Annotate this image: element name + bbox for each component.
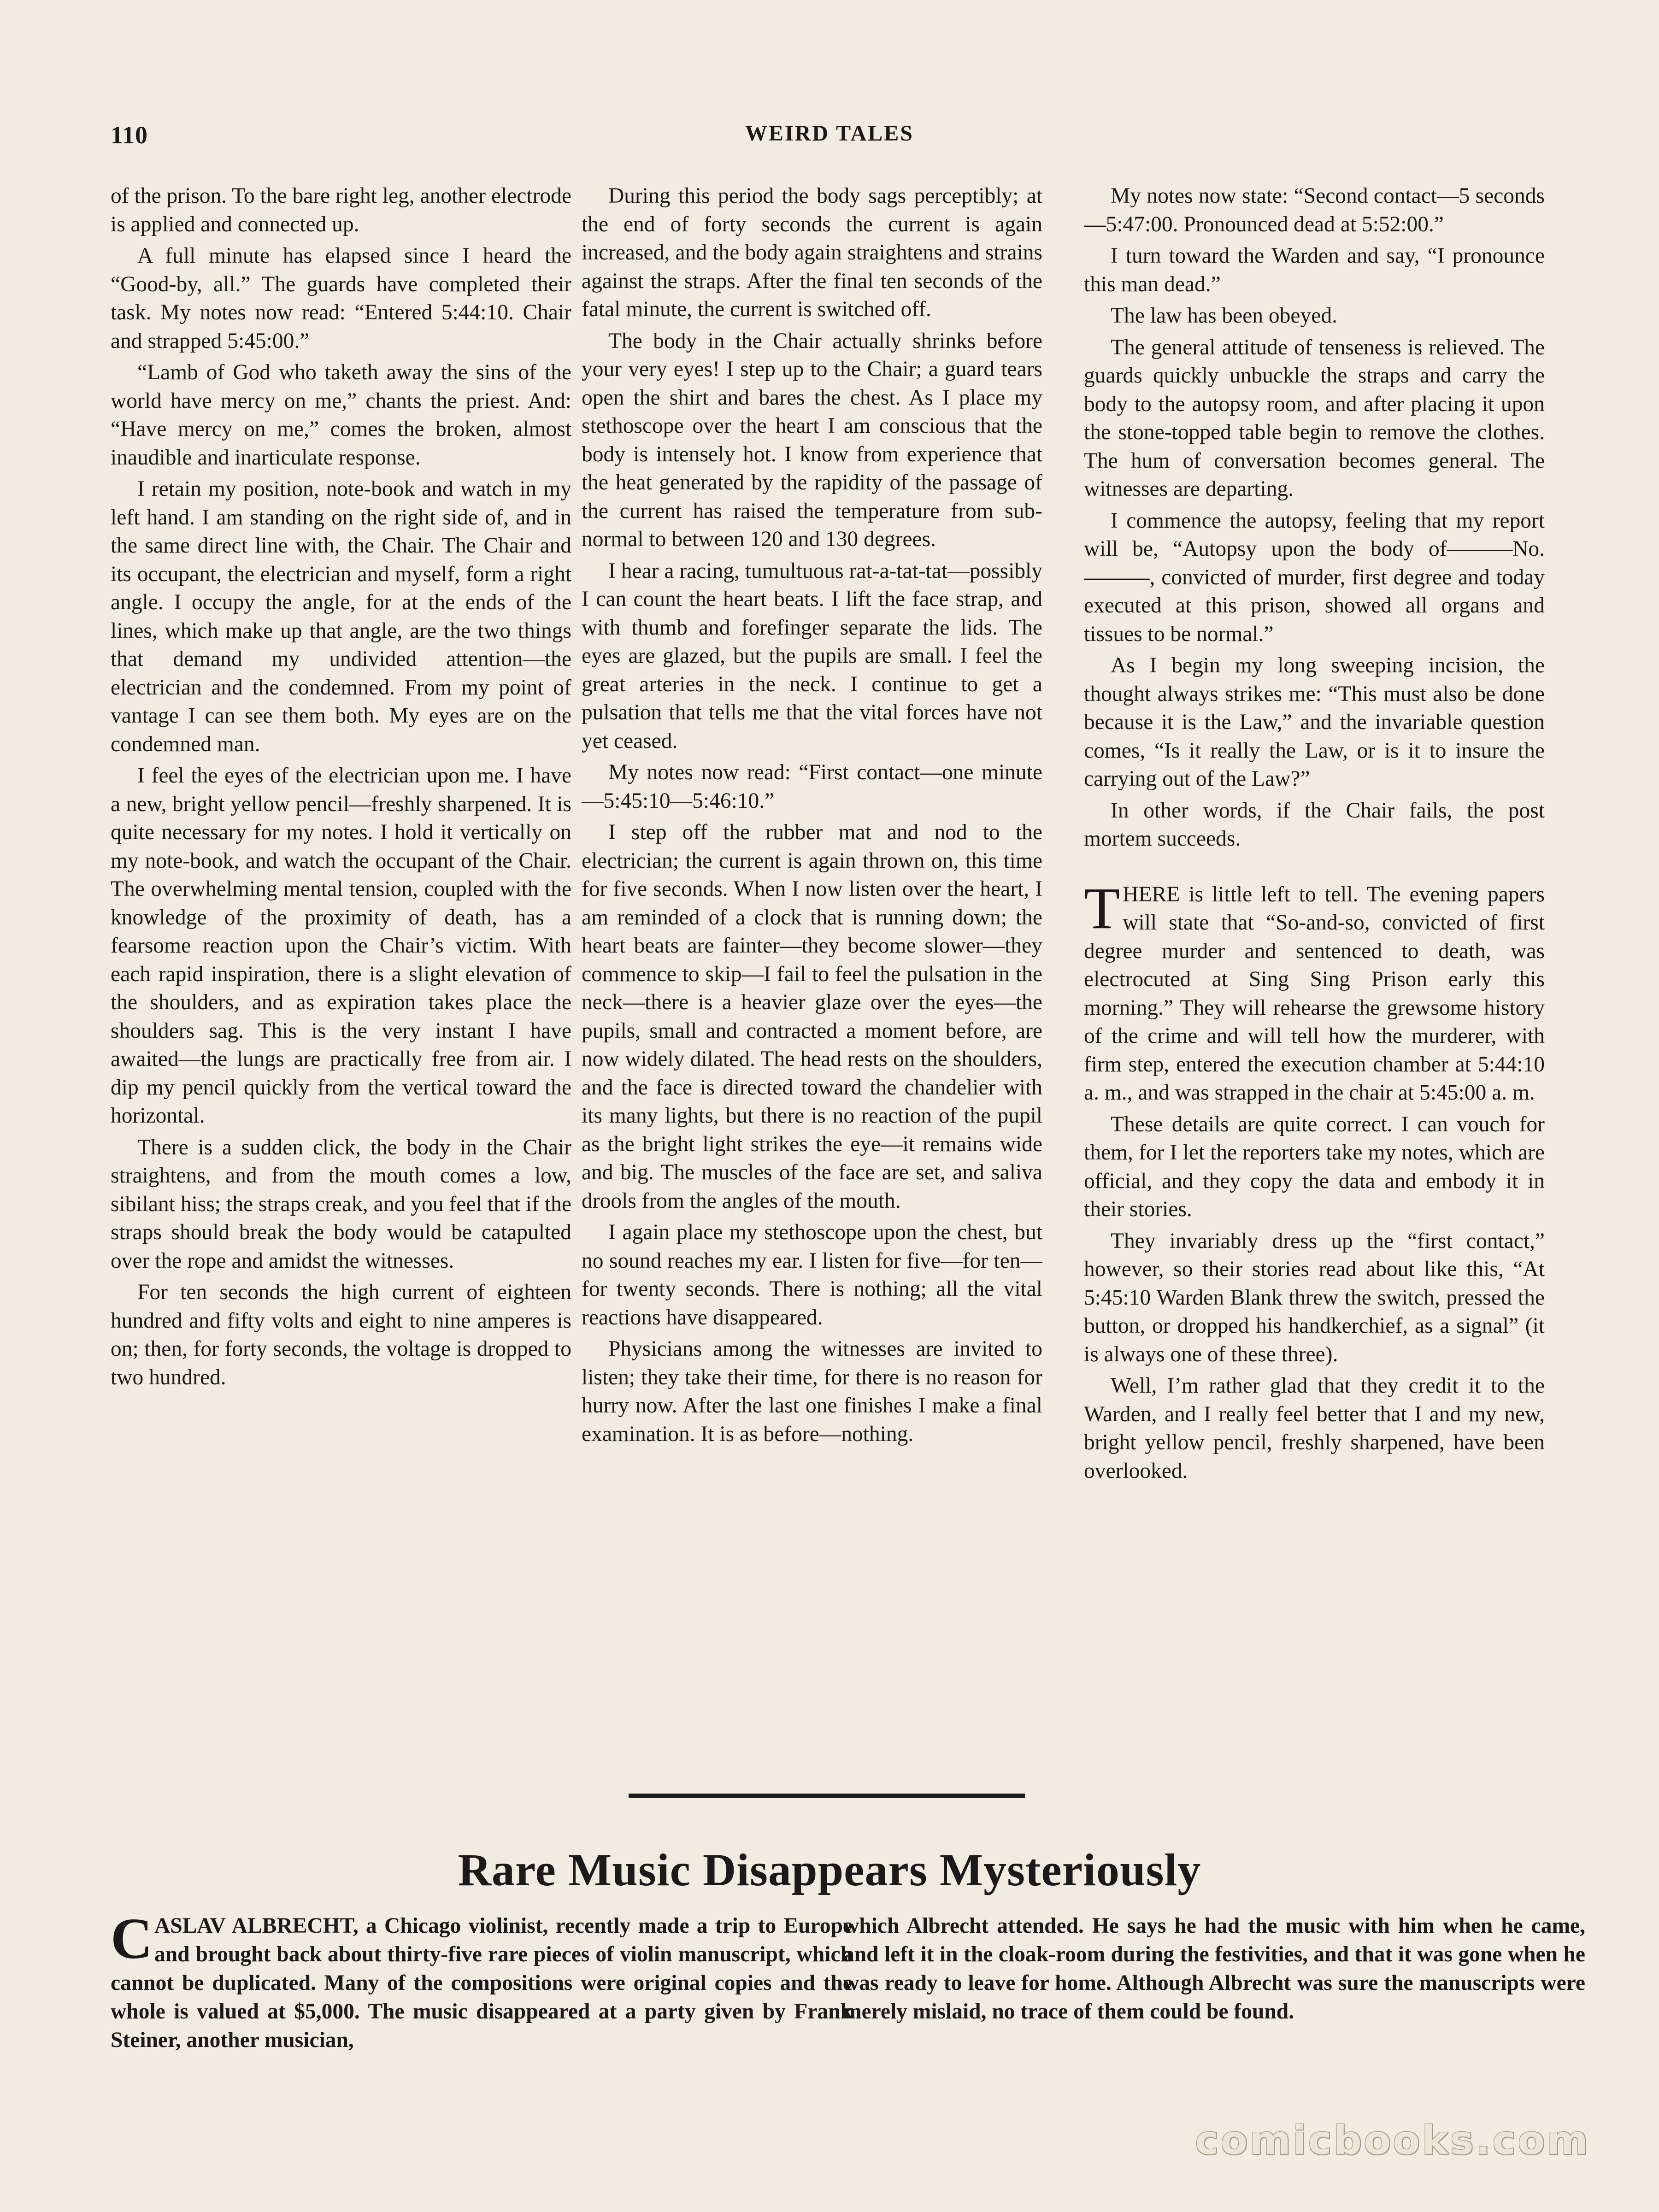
watermark-logo: comicbooks.com bbox=[1195, 2118, 1590, 2164]
paragraph: In other words, if the Chair fails, the post mortem succeeds. bbox=[1084, 798, 1545, 851]
paragraph: My notes now read: “First contact—one minute—5:45:10—5:46:10.” bbox=[582, 760, 1042, 813]
paragraph: My notes now state: “Second contact—5 seconds—5:47:00. Pronounced dead at 5:52:00.” bbox=[1084, 184, 1545, 236]
paragraph: I hear a racing, tumultuous rat-a-tat-tat—possibly I can count the heart beats. I lift the face strap, and with thumb and forefinger separate the lids. The eyes are glazed, but the pupils are small. I feel the great arteries in the neck. I continue to get a pulsation that tells me that the vital forces have not yet ceased. bbox=[582, 559, 1042, 753]
paragraph: They invariably dress up the “first contact,” however, so their stories read about like this, “At 5:45:10 Warden Blank threw the switch, pressed the button, or dropped his handkerchief, as a signal” (it is always one of these three). bbox=[1084, 1229, 1545, 1366]
article-title: Rare Music Disappears Mysteriously bbox=[458, 1844, 1201, 1895]
paragraph: I feel the eyes of the electrician upon me. I have a new, bright yellow pencil—freshly sharpened. It is quite necessary for my notes. I hold it vertically on my note-book, and watch the occupant of the Chair. The overwhelming mental tension, coupled with the knowledge of the proximity of death, has a fearsome reaction upon the Chair’s victim. With each rapid inspiration, there is a slight elevation of the shoulders, and as expiration takes place the shoulders sag. This is the very instant I have awaited—the lungs are practically free from air. I dip my pencil quickly from the vertical toward the horizontal. bbox=[111, 764, 571, 1128]
paragraph: I turn toward the Warden and say, “I pronounce this man dead.” bbox=[1084, 244, 1545, 296]
paragraph: Well, I’m rather glad that they credit it to the Warden, and I really feel better that I and my new, bright yellow pencil, freshly sharpened, have been overlooked. bbox=[1084, 1374, 1545, 1483]
divider-rule bbox=[629, 1794, 1025, 1798]
paragraph: “Lamb of God who taketh away the sins of the world have mercy on me,” chants the priest. And: “Have mercy on me,” comes the broken, almost inaudible and inarticulate response. bbox=[111, 360, 571, 470]
paragraph: I commence the autopsy, feeling that my report will be, “Autopsy upon the body of———No.———, convicted of murder, first degree and today executed at this prison, showed all organs and tissues to be normal.” bbox=[1084, 508, 1545, 646]
section-break bbox=[1084, 857, 1545, 881]
paragraph: I retain my position, note-book and watch in my left hand. I am standing on the right side of, and in the same direct line with, the Chair. The Chair and its occupant, the electrician and myself, form a right angle. I occupy the angle, for at the ends of the lines, which make up that angle, are the two things that demand my undivided attention—the electrician and the condemned. From my point of vantage I can see them both. My eyes are on the condemned man. bbox=[111, 477, 571, 756]
paragraph: which Albrecht attended. He says he had the music with him when he came, and left it in the cloak-room during the festivities, and that it was gone when he was ready to leave for home. Although Albrecht was sure the manuscripts were merely mislaid, no trace of them could be found. bbox=[843, 1914, 1585, 2024]
paragraph: CASLAV ALBRECHT, a Chicago violinist, recently made a trip to Europe and brought back about thirty-five rare pieces of violin manuscript, which cannot be duplicated. Many of the compositions were original copies and the whole is valued at $5,000. The music disappeared at a party given by Frank Steiner, another musician, bbox=[111, 1912, 853, 2052]
paragraph: of the prison. To the bare right leg, another electrode is applied and connected up. bbox=[111, 184, 571, 236]
story-column-1 bbox=[111, 182, 571, 1758]
paragraph: For ten seconds the high current of eighteen hundred and fifty volts and eight to nine amperes is on; then, for forty seconds, the voltage is dropped to two hundred. bbox=[111, 1280, 571, 1389]
story-column-3 bbox=[1084, 182, 1545, 1758]
drop-cap-paragraph: THERE is little left to tell. The evening papers will state that “So-and-so, convicted of first degree murder and sentenced to death, was electrocuted at Sing Sing Prison early this morning.” They will rehearse the grewsome history of the crime and will tell how the murderer, with firm step, entered the execution chamber at 5:44:10 a. m., and was strapped in the chair at 5:45:00 a. m. bbox=[1084, 875, 1545, 1105]
page-number: 110 bbox=[111, 121, 148, 149]
paragraph: These details are quite correct. I can vouch for them, for I let the reporters take my notes, which are official, and they copy the data and embody it in their stories. bbox=[1084, 1112, 1545, 1221]
paragraph: The general attitude of tenseness is relieved. The guards quickly unbuckle the straps and carry the body to the autopsy room, and after placing it upon the stone-topped table begin to remove the clothes. The hum of conversation becomes general. The witnesses are departing. bbox=[1084, 335, 1545, 501]
paragraph: I again place my stethoscope upon the chest, but no sound reaches my ear. I listen for five—for ten—for twenty seconds. There is nothing; all the vital reactions have disappeared. bbox=[582, 1220, 1042, 1330]
story-column-2 bbox=[582, 182, 1042, 1758]
running-head: WEIRD TALES bbox=[745, 121, 914, 146]
paragraph: There is a sudden click, the body in the Chair straightens, and from the mouth comes a low, sibilant hiss; the straps creak, and you feel that if the straps should break the body would be catapulted over the rope and amidst the witnesses. bbox=[111, 1135, 571, 1273]
paragraph: Physicians among the witnesses are invited to listen; they take their time, for there is no reason for hurry now. After the last one finishes I make a final examination. It is as before—nothing. bbox=[582, 1337, 1042, 1446]
paragraph: The law has been obeyed. bbox=[1111, 304, 1337, 328]
paragraph: The body in the Chair actually shrinks before your very eyes! I step up to the Chair; a guard tears open the shirt and bares the chest. As I place my stethoscope over the heart I am conscious that the body is intensely hot. I know from experience that the heat generated by the rapidity of the passage of the current has raised the temperature from sub-normal to between 120 and 130 degrees. bbox=[582, 329, 1042, 551]
paragraph: As I begin my long sweeping incision, the thought always strikes me: “This must also be done because it is the Law,” and the invariable question comes, “Is it really the Law, or is it to insure the carrying out of the Law?” bbox=[1084, 653, 1545, 791]
short-article-column-2 bbox=[843, 1912, 1585, 2087]
short-article-column-1 bbox=[111, 1912, 853, 2087]
paragraph: I step off the rubber mat and nod to the electrician; the current is again thrown on, this time for five seconds. When I now listen over the heart, I am reminded of a clock that is running down; the heart beats are fainter—they become slower—they commence to skip—I fail to feel the pulsation in the neck—there is a heavier glaze over the eyes—the pupils, small and contracted a moment before, are now widely dilated. The head rests on the shoulders, and the face is directed toward the chandelier with its many lights, but there is no reaction of the pupil as the bright light strikes the eye—it remains wide and big. The muscles of the face are set, and saliva drools from the angles of the mouth. bbox=[582, 820, 1042, 1213]
paragraph: A full minute has elapsed since I heard the “Good-by, all.” The guards have completed their task. My notes now read: “Entered 5:44:10. Chair and strapped 5:45:00.” bbox=[111, 244, 571, 353]
paragraph: During this period the body sags perceptibly; at the end of forty seconds the current is again increased, and the body again straightens and strains against the straps. After the final ten seconds of the fatal minute, the current is switched off. bbox=[582, 184, 1042, 321]
